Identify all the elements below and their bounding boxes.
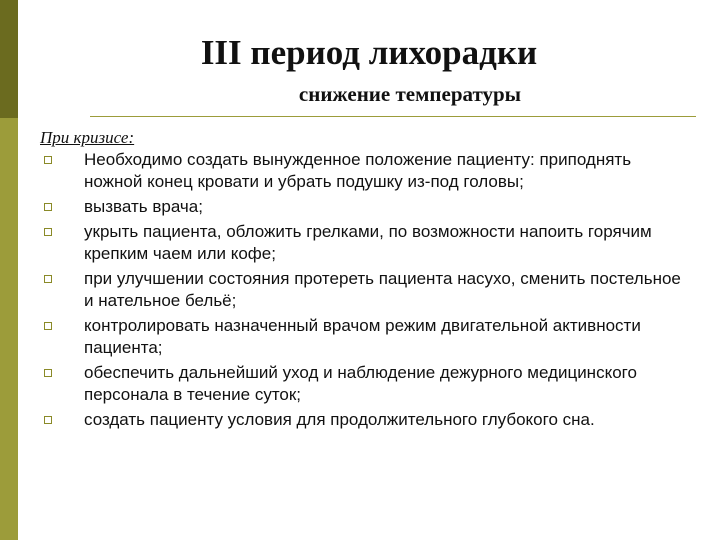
- list-item-text: контролировать назначенный врачом режим двигательной активности пациента;: [84, 316, 641, 357]
- slide-content: [40, 127, 685, 434]
- square-bullet-icon: [44, 228, 52, 236]
- square-bullet-icon: [44, 203, 52, 211]
- slide-subtitle: снижение температуры: [298, 82, 522, 106]
- list-item: [40, 221, 685, 265]
- square-bullet-icon: [44, 416, 52, 424]
- list-item: [40, 196, 685, 218]
- square-bullet-icon: [44, 322, 52, 330]
- list-item: [40, 409, 685, 431]
- title-divider: [90, 116, 696, 117]
- list-item-text: Необходимо создать вынужденное положение пациенту: приподнять ножной конец кровати и убрать подушку из-под головы;: [84, 150, 632, 191]
- section-heading: При кризисе:: [40, 128, 135, 147]
- square-bullet-icon: [44, 369, 52, 377]
- list-item: [40, 268, 685, 312]
- list-item: [40, 315, 685, 359]
- square-bullet-icon: [44, 275, 52, 283]
- list-item: [40, 149, 685, 193]
- square-bullet-icon: [44, 156, 52, 164]
- list-item-text: обеспечить дальнейший уход и наблюдение дежурного медицинского персонала в течение суток;: [84, 363, 637, 404]
- list-item-text: вызвать врача;: [84, 197, 203, 216]
- slide-title: III период лихорадки: [200, 33, 538, 72]
- list-item-text: создать пациенту условия для продолжительного глубокого сна.: [84, 410, 595, 429]
- list-item-text: при улучшении состояния протереть пациента насухо, сменить постельное и нательное бельё;: [84, 269, 681, 310]
- list-item-text: укрыть пациента, обложить грелками, по возможности напоить горячим крепким чаем или кофе;: [84, 222, 652, 263]
- bullet-list: [40, 149, 685, 431]
- list-item: [40, 362, 685, 406]
